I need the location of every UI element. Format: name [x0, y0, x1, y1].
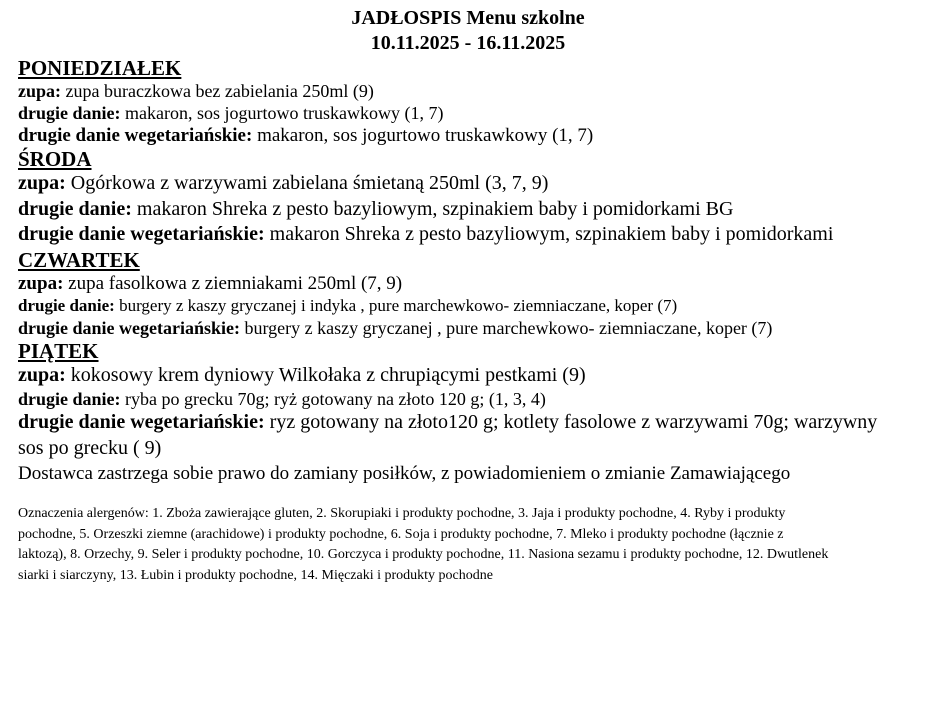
day-heading-thursday: CZWARTEK	[18, 247, 140, 272]
monday-main: drugie danie: makaron, sos jogurtowo truskawkowy (1, 7)	[18, 103, 444, 123]
monday-vegetarian: drugie danie wegetariańskie: makaron, sos jogurtowo truskawkowy (1, 7)	[18, 125, 594, 146]
date-range: 10.11.2025 - 16.11.2025	[370, 32, 566, 54]
wednesday-vegetarian: drugie danie wegetariańskie: makaron Shreka z pesto bazyliowym, szpinakiem baby i pomidorkami	[18, 223, 834, 245]
day-heading-monday: PONIEDZIAŁEK	[18, 56, 182, 80]
monday-soup: zupa: zupa buraczkowa bez zabielania 250ml (9)	[18, 81, 374, 101]
day-heading-wednesday: ŚRODA	[18, 147, 92, 171]
supplier-note: Dostawca zastrzega sobie prawo do zamiany posiłków, z powiadomieniem o zmianie Zamawiającego	[18, 463, 791, 484]
friday-vegetarian: drugie danie wegetariańskie: ryz gotowany na złoto120 g; kotlety fasolowe z warzywami 70g; warzywny sos po grecku ( 9)	[18, 411, 878, 459]
thursday-vegetarian: drugie danie wegetariańskie: burgery z kaszy gryczanej , pure marchewkowo- ziemniaczane, koper (7)	[18, 317, 773, 338]
thursday-soup: zupa: zupa fasolkowa z ziemniakami 250ml (7, 9)	[18, 272, 403, 294]
friday-main: drugie danie: ryba po grecku 70g; ryż gotowany na złoto 120 g; (1, 3, 4)	[18, 389, 546, 409]
day-heading-friday: PIĄTEK	[18, 338, 99, 363]
friday-soup: zupa: kokosowy krem dyniowy Wilkołaka z chrupiącymi pestkami (9)	[18, 363, 586, 386]
document-title: JADŁOSPIS Menu szkolne	[351, 7, 585, 29]
thursday-main: drugie danie: burgery z kaszy gryczanej i indyka , pure marchewkowo- ziemniaczane, koper (7)	[18, 295, 678, 315]
menu-document	[18, 6, 938, 586]
allergen-legend: Oznaczenia alergenów: 1. Zboża zawierające gluten, 2. Skorupiaki i produkty pochodne, 3. Jaja i produkty pochodne, 4. Ryby i produkty pochodne, 5. Orzeszki ziemne (arachidowe) i produkty pochodne, 6. Soja i produkty pochodne, 7. Mleko i produkty pochodne (łącznie z laktozą), 8. Orzechy, 9. Seler i produkty pochodne, 10. Gorczyca i produkty pochodne, 11. Nasiona sezamu i produkty pochodne, 12. Dwutlenek siarki i siarczyny, 13. Łubin i produkty pochodne, 14. Mięczaki i produkty pochodne	[18, 506, 829, 583]
wednesday-soup: zupa: Ogórkowa z warzywami zabielana śmietaną 250ml (3, 7, 9)	[18, 172, 549, 194]
wednesday-main: drugie danie: makaron Shreka z pesto bazyliowym, szpinakiem baby i pomidorkami BG	[18, 197, 734, 220]
